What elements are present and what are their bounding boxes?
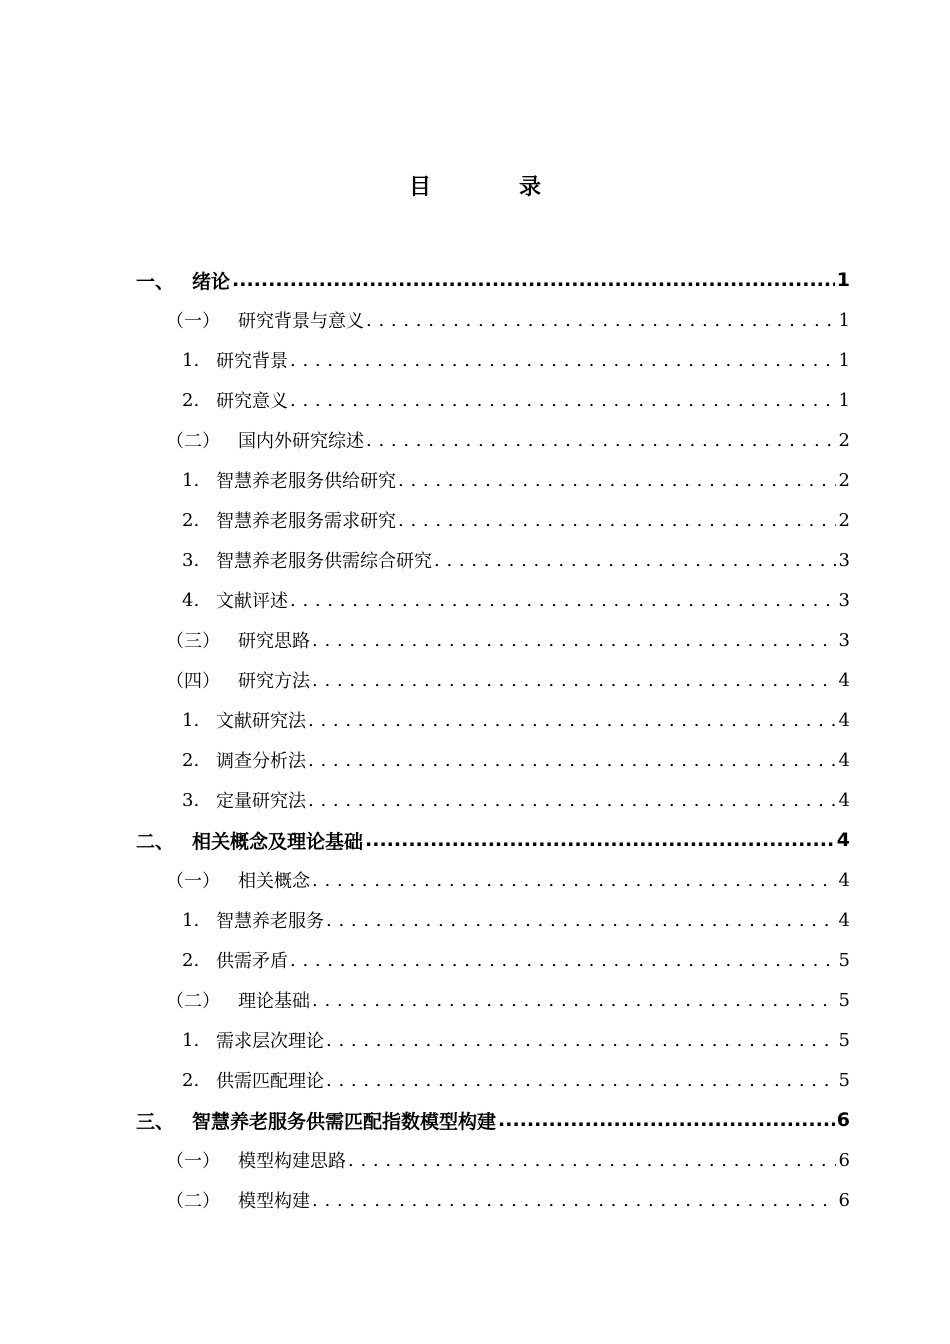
toc-entry[interactable]	[136, 300, 850, 340]
toc-entry[interactable]	[136, 700, 850, 740]
toc-entry-number: （一）	[166, 311, 220, 332]
page-title	[0, 170, 950, 201]
toc-entry-number: 3.	[182, 549, 200, 571]
toc-entry-number: （二）	[166, 991, 220, 1012]
toc-entry-number: 1.	[182, 349, 200, 371]
toc-entry[interactable]	[136, 1100, 850, 1140]
toc-entry-page: 4	[836, 829, 850, 851]
toc-entry-title: 智慧养老服务需求研究	[216, 511, 396, 532]
toc-entry[interactable]	[136, 460, 850, 500]
toc-entry[interactable]	[136, 1140, 850, 1180]
toc-entry-page: 4	[838, 709, 850, 731]
toc-dot-leader	[434, 550, 836, 571]
page-title-left: 目	[408, 175, 431, 200]
toc-entry-title: 模型构建	[238, 1191, 310, 1212]
toc-entry-page: 4	[838, 749, 850, 771]
toc-dot-leader	[308, 710, 836, 731]
toc-entry-title: 相关概念	[238, 871, 310, 892]
toc-dot-leader	[498, 1109, 835, 1131]
page-title-right: 录	[519, 175, 542, 200]
toc-entry[interactable]	[136, 940, 850, 980]
toc-entry[interactable]	[136, 980, 850, 1020]
toc-entry-page: 4	[838, 909, 850, 931]
toc-entry-number: （一）	[166, 871, 220, 892]
toc-entry-number: 3.	[182, 789, 200, 811]
toc-entry-title: 研究背景与意义	[238, 311, 364, 332]
toc-entry-page: 5	[838, 949, 850, 971]
toc-entry-number: 2.	[182, 749, 200, 771]
toc-entry-number: 2.	[182, 1069, 200, 1091]
toc-dot-leader	[312, 630, 836, 651]
toc-entry-title: 绪论	[192, 270, 231, 293]
toc-entry-number: （一）	[166, 1151, 220, 1172]
toc-entry[interactable]	[136, 340, 850, 380]
toc-dot-leader	[308, 750, 836, 771]
toc-dot-leader	[366, 310, 836, 331]
toc-entry-number: 1.	[182, 709, 200, 731]
toc-dot-leader	[398, 510, 836, 531]
toc-entry-title: 研究背景	[216, 351, 288, 372]
toc-entry-page: 2	[838, 429, 850, 451]
toc-entry-title: 调查分析法	[216, 751, 306, 772]
toc-dot-leader	[312, 1190, 836, 1211]
toc-entry[interactable]	[136, 260, 850, 300]
toc-entry-page: 1	[838, 389, 850, 411]
toc-entry-page: 1	[838, 349, 850, 371]
toc-entry-title: 需求层次理论	[216, 1031, 324, 1052]
toc-dot-leader	[290, 950, 836, 971]
toc-entry-title: 国内外研究综述	[238, 431, 364, 452]
toc-entry[interactable]	[136, 1180, 850, 1220]
toc-entry[interactable]	[136, 380, 850, 420]
toc-entry[interactable]	[136, 540, 850, 580]
toc-entry[interactable]	[136, 860, 850, 900]
toc-entry-number: （二）	[166, 1191, 220, 1212]
toc-entry-page: 3	[838, 589, 850, 611]
toc-entry[interactable]	[136, 1060, 850, 1100]
toc-entry-title: 智慧养老服务供需综合研究	[216, 551, 432, 572]
toc-entry[interactable]	[136, 420, 850, 460]
toc-dot-leader	[398, 470, 836, 491]
toc-entry-page: 6	[836, 1109, 850, 1131]
toc-entry-page: 4	[838, 789, 850, 811]
toc-dot-leader	[308, 790, 836, 811]
toc-entry[interactable]	[136, 500, 850, 540]
toc-entry-title: 相关概念及理论基础	[192, 830, 364, 853]
toc-entry-page: 5	[838, 1029, 850, 1051]
toc-entry[interactable]	[136, 740, 850, 780]
toc-dot-leader	[326, 1030, 836, 1051]
toc-dot-leader	[326, 910, 836, 931]
toc-entry-title: 智慧养老服务供给研究	[216, 471, 396, 492]
toc-entry-title: 理论基础	[238, 991, 310, 1012]
toc-entry-number: 1.	[182, 1029, 200, 1051]
toc-entry-title: 定量研究法	[216, 791, 306, 812]
toc-entry-title: 研究意义	[216, 391, 288, 412]
toc-entry-title: 供需矛盾	[216, 951, 288, 972]
toc-dot-leader	[290, 350, 836, 371]
toc-entry-page: 4	[838, 869, 850, 891]
toc-entry[interactable]	[136, 820, 850, 860]
toc-entry-number: 二、	[136, 830, 175, 853]
toc-dot-leader	[290, 590, 836, 611]
toc-entry-number: 1.	[182, 909, 200, 931]
toc-entry-page: 1	[836, 269, 850, 291]
toc-entry[interactable]	[136, 1020, 850, 1060]
toc-entry-page: 4	[838, 669, 850, 691]
toc-entry-title: 供需匹配理论	[216, 1071, 324, 1092]
toc-entry-number: 2.	[182, 509, 200, 531]
toc-dot-leader	[326, 1070, 836, 1091]
toc-dot-leader	[312, 670, 836, 691]
toc-dot-leader	[348, 1150, 836, 1171]
toc-entry-title: 文献评述	[216, 591, 288, 612]
toc-dot-leader	[232, 269, 835, 291]
toc-entry-title: 研究方法	[238, 671, 310, 692]
toc-entry-number: 三、	[136, 1110, 175, 1133]
toc-entry[interactable]	[136, 620, 850, 660]
toc-dot-leader	[365, 829, 835, 851]
toc-entry[interactable]	[136, 900, 850, 940]
toc-entry-number: 一、	[136, 270, 175, 293]
toc-entry-title: 研究思路	[238, 631, 310, 652]
toc-entry-number: 2.	[182, 949, 200, 971]
toc-dot-leader	[290, 390, 836, 411]
toc-entry-page: 5	[838, 1069, 850, 1091]
toc-entry[interactable]	[136, 580, 850, 620]
toc-entry-page: 1	[838, 309, 850, 331]
toc-entry-page: 6	[838, 1189, 850, 1211]
toc-entry-page: 5	[838, 989, 850, 1011]
toc-entry-title: 智慧养老服务供需匹配指数模型构建	[192, 1110, 497, 1133]
toc-entry-page: 3	[838, 629, 850, 651]
toc-entry-page: 3	[838, 549, 850, 571]
toc-dot-leader	[366, 430, 836, 451]
toc-entry-number: 1.	[182, 469, 200, 491]
toc-entry-title: 模型构建思路	[238, 1151, 346, 1172]
toc-entry-page: 2	[838, 509, 850, 531]
toc-entry-page: 2	[838, 469, 850, 491]
toc-entry[interactable]	[136, 660, 850, 700]
toc-entry-title: 文献研究法	[216, 711, 306, 732]
toc-dot-leader	[312, 990, 836, 1011]
toc-entry-number: （四）	[166, 671, 220, 692]
toc-entry-number: （二）	[166, 431, 220, 452]
toc-dot-leader	[312, 870, 836, 891]
toc-entry-page: 6	[838, 1149, 850, 1171]
toc-entry-number: 4.	[182, 589, 200, 611]
toc-entry-number: 2.	[182, 389, 200, 411]
table-of-contents	[136, 260, 850, 1220]
toc-entry[interactable]	[136, 780, 850, 820]
toc-entry-title: 智慧养老服务	[216, 911, 324, 932]
toc-entry-number: （三）	[166, 631, 220, 652]
